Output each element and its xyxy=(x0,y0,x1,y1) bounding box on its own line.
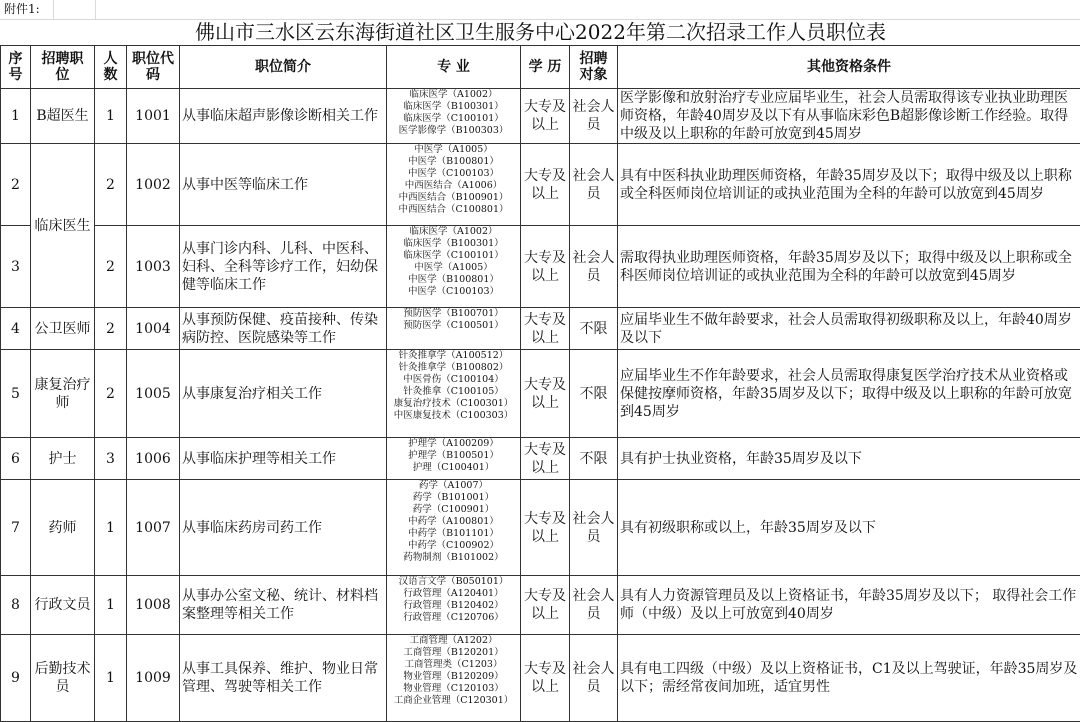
major-item: 针灸推拿学（A100512） xyxy=(398,350,509,361)
target-cell: 不限 xyxy=(570,438,618,480)
major-item: 工商企业管理（C120301） xyxy=(393,695,514,706)
target-cell: 社会人员 xyxy=(570,226,618,308)
major-item: 中西医结合（C100801） xyxy=(398,204,509,215)
target-cell: 社会人员 xyxy=(570,144,618,226)
seq-cell: 8 xyxy=(1,576,31,635)
intro-cell: 从事临床护理等相关工作 xyxy=(180,438,387,480)
major-cell xyxy=(387,144,521,226)
major-item: 中医学（B100801） xyxy=(408,274,499,285)
header-major: 专 业 xyxy=(387,46,521,89)
count-cell: 1 xyxy=(95,576,127,635)
major-item: 中医学（A1005） xyxy=(414,262,493,273)
edu-cell: 大专及以上 xyxy=(521,635,570,722)
attachment-label: 附件1: xyxy=(4,2,40,16)
major-item: 物业管理（C120103） xyxy=(403,683,504,694)
code-cell: 1005 xyxy=(127,350,180,438)
major-item: 护理学（A100209） xyxy=(408,438,499,449)
count-cell: 1 xyxy=(95,89,127,144)
major-item: 中医骨伤（C100104） xyxy=(403,374,504,385)
code-cell: 1006 xyxy=(127,438,180,480)
seq-cell: 2 xyxy=(1,144,31,226)
major-item: 中西医结合（A1006） xyxy=(404,180,503,191)
seq-cell: 6 xyxy=(1,438,31,480)
header-position: 招聘职 位 xyxy=(31,46,95,89)
major-item: 中药学（A100801） xyxy=(408,516,499,527)
major-item: 临床医学（C100101） xyxy=(403,250,504,261)
major-item: 预防医学（B100701） xyxy=(403,308,504,319)
edu-cell: 大专及以上 xyxy=(521,576,570,635)
major-item: 中医学（C100103） xyxy=(407,168,500,179)
edu-cell: 大专及以上 xyxy=(521,144,570,226)
major-cell xyxy=(387,576,521,635)
position-cell: 康复治疗师 xyxy=(31,350,95,438)
major-cell xyxy=(387,350,521,438)
major-item: 医学影像学（B100303） xyxy=(398,125,509,136)
code-cell: 1008 xyxy=(127,576,180,635)
seq-cell: 4 xyxy=(1,308,31,350)
major-item: 临床医学（A1002） xyxy=(409,89,498,100)
major-item: 康复治疗技术（C100301） xyxy=(393,398,514,409)
other-cell: 具有中医科执业助理医师资格，年龄35周岁及以下；取得中级及以上职称或全科医师岗位培训证的或执业范围为全科的年龄可以放宽到45周岁 xyxy=(618,144,1080,226)
edu-cell: 大专及以上 xyxy=(521,308,570,350)
intro-cell: 从事预防保健、疫苗接种、传染病防控、医院感染等工作 xyxy=(180,308,387,350)
code-cell: 1009 xyxy=(127,635,180,722)
count-cell: 1 xyxy=(95,480,127,576)
table-row xyxy=(1,308,1080,350)
major-item: 预防医学（C100501） xyxy=(403,320,504,331)
major-item: 针灸推拿学（B100802） xyxy=(398,362,509,373)
table-title: 佛山市三水区云东海街道社区卫生服务中心2022年第二次招录工作人员职位表 xyxy=(1,20,1080,46)
major-item: 汉语言文学（B050101） xyxy=(398,576,509,587)
major-item: 中药学（C100902） xyxy=(407,540,500,551)
target-cell: 社会人员 xyxy=(570,635,618,722)
table-row xyxy=(1,480,1080,576)
other-cell: 具有护士执业资格，年龄35周岁及以下 xyxy=(618,438,1080,480)
major-cell xyxy=(387,438,521,480)
edu-cell: 大专及以上 xyxy=(521,350,570,438)
major-item: 物业管理（B120209） xyxy=(403,671,504,682)
edu-cell: 大专及以上 xyxy=(521,438,570,480)
header-seq: 序 号 xyxy=(1,46,31,89)
header-edu: 学 历 xyxy=(521,46,570,89)
header-row xyxy=(1,46,1080,89)
seq-cell: 7 xyxy=(1,480,31,576)
count-cell: 2 xyxy=(95,144,127,226)
major-item: 临床医学（A1002） xyxy=(409,226,498,237)
major-item: 临床医学（C100101） xyxy=(403,113,504,124)
target-cell: 社会人员 xyxy=(570,89,618,144)
header-code: 职位代 码 xyxy=(127,46,180,89)
major-cell xyxy=(387,226,521,308)
position-cell: 公卫医师 xyxy=(31,308,95,350)
header-count: 人 数 xyxy=(95,46,127,89)
position-cell: 后勤技术员 xyxy=(31,635,95,722)
count-cell: 2 xyxy=(95,226,127,308)
intro-cell: 从事门诊内科、儿科、中医科、妇科、全科等诊疗工作，妇幼保健等临床工作 xyxy=(180,226,387,308)
position-cell: 药师 xyxy=(31,480,95,576)
edu-cell: 大专及以上 xyxy=(521,89,570,144)
table-row xyxy=(1,144,1080,226)
other-cell: 应届毕业生不做年龄要求，社会人员需取得初级职称及以上，年龄40周岁及以下 xyxy=(618,308,1080,350)
intro-cell: 从事办公室文秘、统计、材料档案整理等相关工作 xyxy=(180,576,387,635)
major-cell xyxy=(387,308,521,350)
edu-cell: 大专及以上 xyxy=(521,226,570,308)
major-item: 针灸推拿（C100105） xyxy=(403,386,504,397)
code-cell: 1007 xyxy=(127,480,180,576)
other-cell: 具有人力资源管理员及以上资格证书，年龄35周岁及以下； 取得社会工作师（中级）及以上可放宽到40周岁 xyxy=(618,576,1080,635)
other-cell: 具有初级职称或以上，年龄35周岁及以下 xyxy=(618,480,1080,576)
table-row xyxy=(1,438,1080,480)
seq-cell: 5 xyxy=(1,350,31,438)
major-item: 药学（C100901） xyxy=(412,504,495,515)
target-cell: 不限 xyxy=(570,350,618,438)
other-cell: 医学影像和放射治疗专业应届毕业生，社会人员需取得该专业执业助理医师资格，年龄40周岁及以下有从事临床彩色B超影像诊断工作经验。取得中级及以上职称的年龄可放宽到45周岁 xyxy=(618,89,1080,144)
major-item: 工商管理类（C1203） xyxy=(404,659,503,670)
other-cell: 具有电工四级（中级）及以上资格证书，C1及以上驾驶证，年龄35周岁及以下；需经常夜间加班，适宜男性 xyxy=(618,635,1080,722)
header-other: 其他资格条件 xyxy=(618,46,1080,89)
major-item: 药学（A1007） xyxy=(418,480,489,491)
major-item: 行政管理（A120401） xyxy=(403,588,504,599)
code-cell: 1001 xyxy=(127,89,180,144)
count-cell: 3 xyxy=(95,438,127,480)
major-item: 护理学（B100501） xyxy=(408,450,499,461)
header-target: 招聘 对象 xyxy=(570,46,618,89)
major-item: 药物制剂（B101002） xyxy=(403,552,504,563)
major-item: 中西医结合（B100901） xyxy=(398,192,509,203)
major-item: 行政管理（B120402） xyxy=(403,600,504,611)
intro-cell: 从事临床超声影像诊断相关工作 xyxy=(180,89,387,144)
code-cell: 1002 xyxy=(127,144,180,226)
table-row xyxy=(1,226,1080,308)
intro-cell: 从事康复治疗相关工作 xyxy=(180,350,387,438)
intro-cell: 从事工具保养、维护、物业日常管理、驾驶等相关工作 xyxy=(180,635,387,722)
major-item: 工商管理（A1202） xyxy=(409,635,498,646)
code-cell: 1003 xyxy=(127,226,180,308)
count-cell: 2 xyxy=(95,350,127,438)
intro-cell: 从事临床药房司药工作 xyxy=(180,480,387,576)
other-cell: 应届毕业生不作年龄要求，社会人员需取得康复医学治疗技术从业资格或保健按摩师资格，年龄35周岁及以下；取得中级及以上职称的年龄可放宽到45周岁 xyxy=(618,350,1080,438)
position-table xyxy=(0,20,1080,722)
major-item: 护理（C100401） xyxy=(412,462,495,473)
major-item: 中医学（C100103） xyxy=(407,286,500,297)
table-row xyxy=(1,576,1080,635)
major-item: 药学（B101001） xyxy=(412,492,495,503)
table-row xyxy=(1,350,1080,438)
major-item: 中药学（B101101） xyxy=(408,528,499,539)
edu-cell: 大专及以上 xyxy=(521,480,570,576)
major-item: 临床医学（B100301） xyxy=(403,101,504,112)
major-cell xyxy=(387,89,521,144)
sheet-top-row xyxy=(0,0,1080,20)
position-cell: B超医生 xyxy=(31,89,95,144)
count-cell: 2 xyxy=(95,308,127,350)
target-cell: 社会人员 xyxy=(570,576,618,635)
position-cell: 临床医生 xyxy=(31,144,95,308)
code-cell: 1004 xyxy=(127,308,180,350)
major-item: 工商管理（B120201） xyxy=(403,647,504,658)
seq-cell: 1 xyxy=(1,89,31,144)
count-cell: 1 xyxy=(95,635,127,722)
other-cell: 需取得执业助理医师资格，年龄35周岁及以下；取得中级及以上职称或全科医师岗位培训证的或执业范围为全科的年龄可以放宽到45周岁 xyxy=(618,226,1080,308)
position-cell: 护士 xyxy=(31,438,95,480)
position-cell: 行政文员 xyxy=(31,576,95,635)
major-item: 行政管理（C120706） xyxy=(403,612,504,623)
major-item: 中医康复技术（C100303） xyxy=(393,410,514,421)
major-cell xyxy=(387,480,521,576)
major-item: 临床医学（B100301） xyxy=(403,238,504,249)
intro-cell: 从事中医等临床工作 xyxy=(180,144,387,226)
seq-cell: 3 xyxy=(1,226,31,308)
seq-cell: 9 xyxy=(1,635,31,722)
table-row xyxy=(1,635,1080,722)
major-item: 中医学（A1005） xyxy=(414,144,493,155)
major-cell xyxy=(387,635,521,722)
major-item: 中医学（B100801） xyxy=(408,156,499,167)
header-intro: 职位简介 xyxy=(180,46,387,89)
table-row xyxy=(1,89,1080,144)
target-cell: 不限 xyxy=(570,308,618,350)
target-cell: 社会人员 xyxy=(570,480,618,576)
